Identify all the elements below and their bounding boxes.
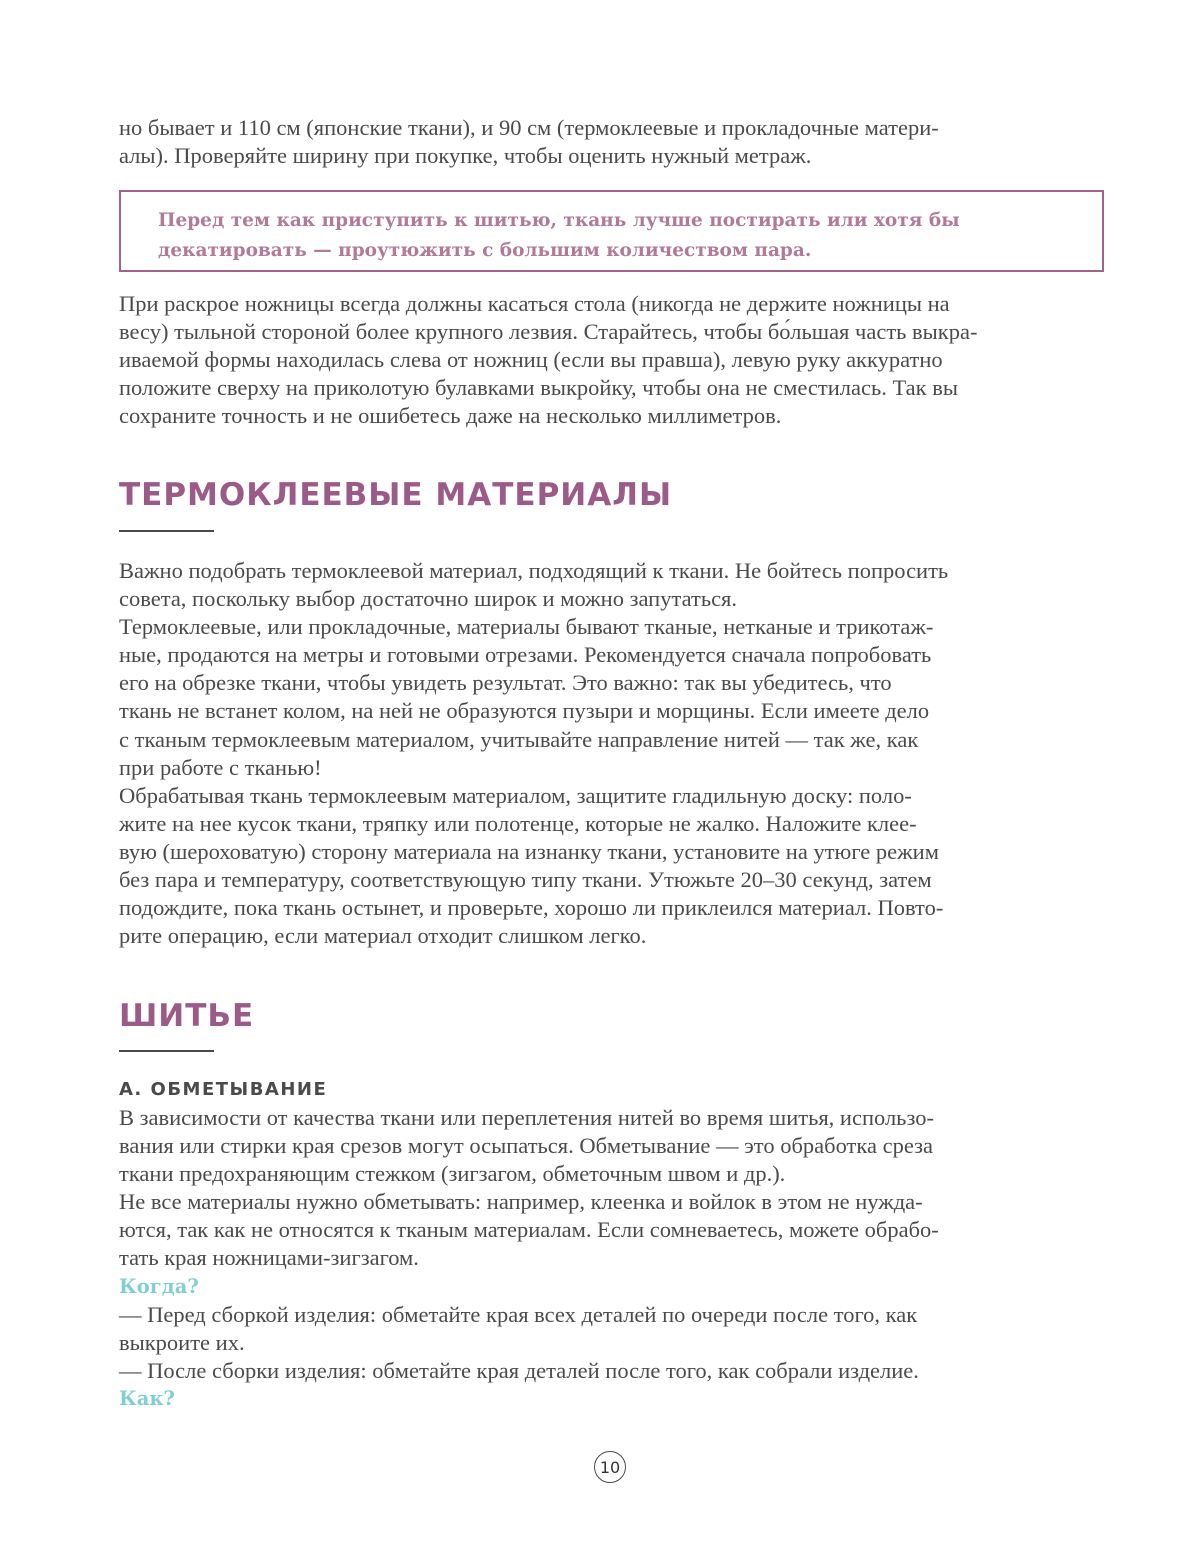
text-line: При раскрое ножницы всегда должны касаться стола (никогда не держите ножницы на xyxy=(119,291,950,316)
text-line: Перед тем как приступить к шитью, ткань лучше постирать или хотя бы xyxy=(158,210,960,231)
text-line: иваемой формы находилась слева от ножниц (если вы правша), левую руку аккуратно xyxy=(119,347,943,373)
text-line: ткани предохраняющим стежком (зигзагом, обметочным швом и др.). xyxy=(119,1161,786,1187)
tip-text xyxy=(158,206,960,266)
text-line: — Перед сборкой изделия: обметайте края всех деталей по очереди после того, как xyxy=(119,1301,918,1327)
text-line: тать края ножницами-зигзагом. xyxy=(119,1245,419,1271)
text-line: Важно подобрать термоклеевой материал, подходящий к ткани. Не бойтесь попросить xyxy=(119,558,949,583)
heading-underline xyxy=(119,1050,214,1052)
section-heading-sewing: ШИТЬЕ xyxy=(119,998,255,1034)
subheading-overcasting: А. ОБМЕТЫВАНИЕ xyxy=(119,1079,328,1100)
cutting-paragraph xyxy=(119,290,1107,430)
text-line: положите сверху на приколотую булавками выкройку, чтобы она не сместилась. Так вы xyxy=(119,375,958,401)
text-line: выкроите их. xyxy=(119,1329,245,1355)
text-line: Термоклеевые, или прокладочные, материалы бывают тканые, нетканые и трикотаж- xyxy=(119,614,934,640)
section-heading-interfacing: ТЕРМОКЛЕЕВЫЕ МАТЕРИАЛЫ xyxy=(119,477,673,513)
heading-underline xyxy=(119,530,214,532)
how-label: Как? xyxy=(119,1386,175,1410)
when-label: Когда? xyxy=(119,1274,199,1298)
text-line: совета, поскольку выбор достаточно широк и можно запутаться. xyxy=(119,586,738,612)
text-line: его на обрезке ткани, чтобы увидеть результат. Это важно: так вы убедитесь, что xyxy=(119,670,892,696)
text-line: алы). Проверяйте ширину при покупке, чтобы оценить нужный метраж. xyxy=(119,143,812,169)
tip-callout xyxy=(119,190,1104,272)
text-line: вания или стирки края срезов могут осыпаться. Обметывание — это обработка среза xyxy=(119,1133,933,1159)
text-line: Обрабатывая ткань термоклеевым материалом, защитите гладильную доску: поло- xyxy=(119,782,912,808)
text-line: подождите, пока ткань остынет, и проверьте, хорошо ли приклеился материал. Повто- xyxy=(119,895,944,921)
page-number: 10 xyxy=(594,1451,626,1483)
text-line: сохраните точность и не ошибетесь даже на несколько миллиметров. xyxy=(119,403,782,429)
text-line: при работе с тканью! xyxy=(119,754,322,780)
text-line: ные, продаются на метры и готовыми отрезами. Рекомендуется сначала попробовать xyxy=(119,642,932,668)
intro-paragraph xyxy=(119,114,1107,170)
text-line: вую (шероховатую) сторону материала на изнанку ткани, установите на утюге режим xyxy=(119,838,939,864)
text-line: жите на нее кусок ткани, тряпку или полотенце, которые не жалко. Наложите клее- xyxy=(119,810,917,836)
text-line: ются, так как не относятся к тканым материалам. Если сомневаетесь, можете обрабо- xyxy=(119,1217,939,1243)
text-line: ткань не встанет колом, на ней не образуются пузыри и морщины. Если имеете дело xyxy=(119,698,930,724)
text-line: но бывает и 110 см (японские ткани), и 90 см (термоклеевые и прокладочные матери- xyxy=(119,115,939,140)
text-line: с тканым термоклеевым материалом, учитывайте направление нитей — так же, как xyxy=(119,726,919,752)
text-line: весу) тыльной стороной более крупного лезвия. Старайтесь, чтобы бо́льшая часть выкра- xyxy=(119,319,978,345)
text-line: без пара и температуру, соответствующую типу ткани. Утюжьте 20–30 секунд, затем xyxy=(119,867,932,893)
overcasting-paragraph xyxy=(119,1104,1107,1413)
text-line: В зависимости от качества ткани или переплетения нитей во время шитья, использо- xyxy=(119,1105,934,1130)
text-line: Не все материалы нужно обметывать: например, клеенка и войлок в этом не нужда- xyxy=(119,1189,923,1215)
text-line: декатировать — проутюжить с большим количеством пара. xyxy=(158,240,812,261)
text-line: — После сборки изделия: обметайте края деталей после того, как собрали изделие. xyxy=(119,1357,919,1383)
text-line: рите операцию, если материал отходит слишком легко. xyxy=(119,923,647,949)
interfacing-paragraph xyxy=(119,557,1107,950)
